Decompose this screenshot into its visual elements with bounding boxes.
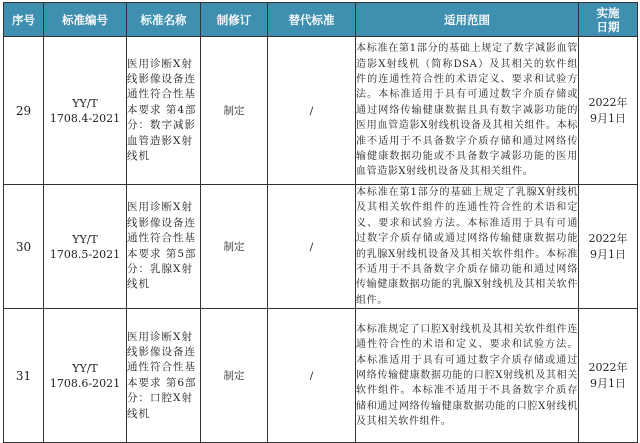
- header-name: 标准名称: [127, 3, 201, 37]
- row-date: 2022年 9月1日: [579, 309, 638, 443]
- row-date: 2022年 9月1日: [579, 37, 638, 185]
- header-code: 标准编号: [44, 3, 127, 37]
- row-code: YY/T 1708.5-2021: [44, 185, 127, 309]
- row-no: 29: [4, 37, 44, 185]
- row-code: YY/T 1708.4-2021: [44, 37, 127, 185]
- row-replaced: /: [268, 309, 356, 443]
- header-replaced: 替代标准: [268, 3, 356, 37]
- table-header: [4, 3, 638, 37]
- standards-table: [3, 2, 638, 443]
- row-name: 医用诊断X射线影像设备连通性符合性基本要求 第5部分：乳腺X射线机: [127, 185, 201, 309]
- header-scope: 适用范围: [356, 3, 579, 37]
- row-scope: 本标准在第1部分的基础上规定了乳腺X射线机及其相关软件组件的连通性符合性的术语和定义、要求和试验方法。本标准适用于具有可通过数字介质存储或通过网络传输健康数据功能的乳腺X射线机设备及其相关软件组件。本标准不适用于不具备数字介质存储功能和通过网络传输健康数据功能的乳腺X射线机及其相关软件组件。: [356, 185, 579, 309]
- row-type: 制定: [201, 185, 268, 309]
- header-date: 实施 日期: [579, 3, 638, 37]
- header-type: 制修订: [201, 3, 268, 37]
- row-type: 制定: [201, 37, 268, 185]
- row-name: 医用诊断X射线影像设备连通性符合性基本要求 第6部分：口腔X射线机: [127, 309, 201, 443]
- row-scope: 本标准在第1部分的基础上规定了数字减影血管造影X射线机（简称DSA）及其相关的软件组件的连通性符合性的术语定义、要求和试验方法。本标准适用于具有可通过数字介质存储或通过网络传输健康数据且具有数字减影功能的医用血管造影X射线机设备及其相关组件。本标准不适用于不具备数字介质存储和通过网络传输健康数据功能或不具备数字减影功能的医用血管造影X射线机设备及其相关组件。: [356, 37, 579, 185]
- table-row: [4, 309, 638, 443]
- row-name: 医用诊断X射线影像设备连通性符合性基本要求 第4部分：数字减影血管造影X射线机: [127, 37, 201, 185]
- row-replaced: /: [268, 185, 356, 309]
- header-row: [4, 3, 638, 37]
- row-scope: 本标准规定了口腔X射线机及其相关软件组件连通性符合性的术语和定义、要求和试验方法。本标准适用于具有可通过数字介质存储或通过网络传输健康数据功能的口腔X射线机及其相关软件组件。本标准不适用于不具备数字介质存储和通过网络传输健康数据功能的口腔X射线机及其相关软件组件。: [356, 309, 579, 443]
- row-no: 30: [4, 185, 44, 309]
- row-no: 31: [4, 309, 44, 443]
- row-code: YY/T 1708.6-2021: [44, 309, 127, 443]
- row-date: 2022年 9月1日: [579, 185, 638, 309]
- row-type: 制定: [201, 309, 268, 443]
- row-replaced: /: [268, 37, 356, 185]
- table-row: [4, 37, 638, 185]
- header-no: 序号: [4, 3, 44, 37]
- table-row: [4, 185, 638, 309]
